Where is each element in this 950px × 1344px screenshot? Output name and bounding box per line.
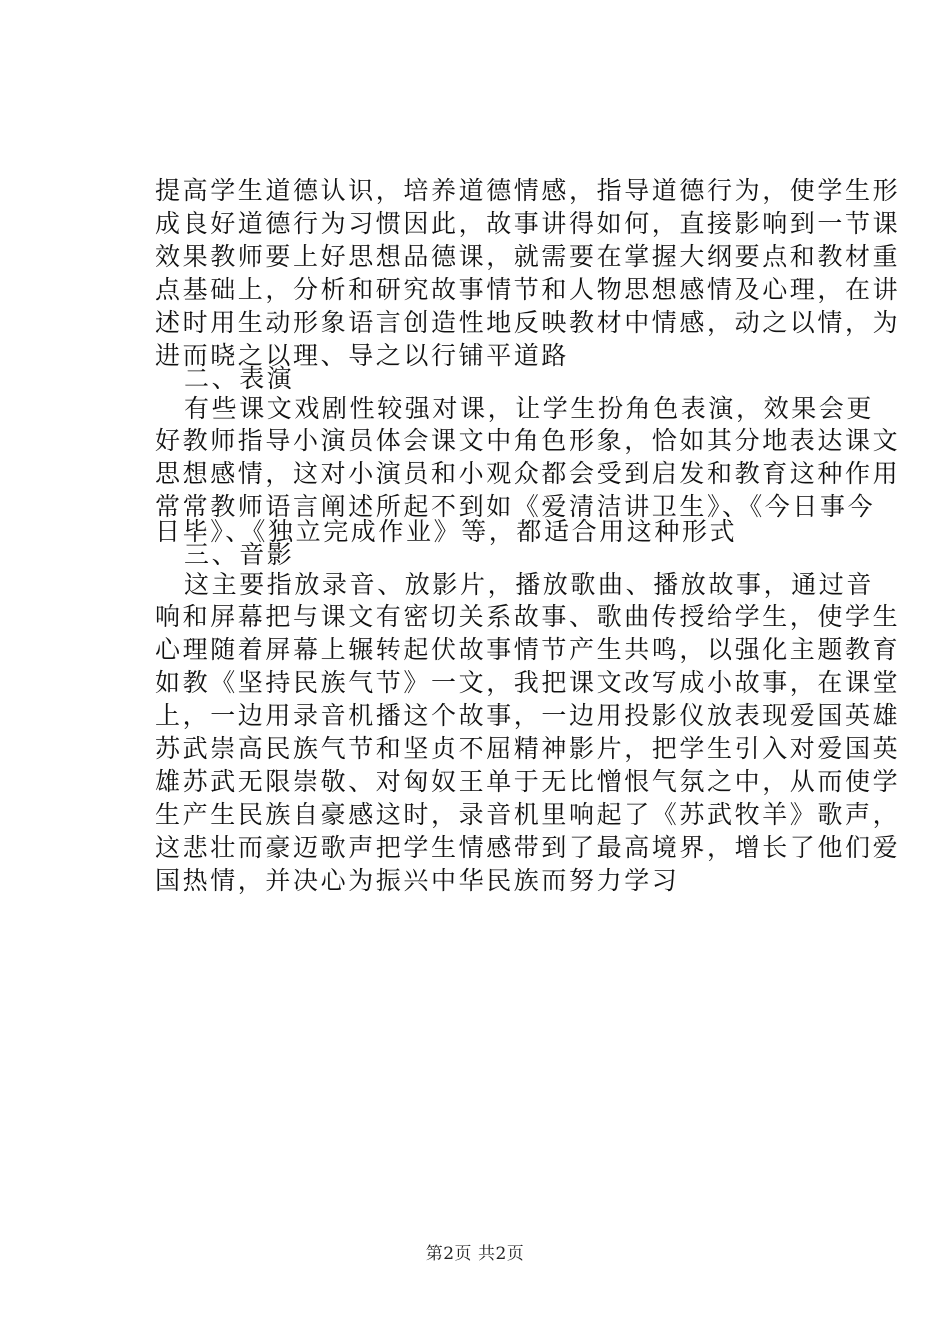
section-heading-performance: 二、表演: [184, 364, 295, 393]
paragraph-line: 思想感情，这对小演员和小观众都会受到启发和教育这种作用: [155, 459, 901, 488]
paragraph-line: 生产生民族自豪感这时，录音机里响起了《苏武牧羊》歌声，: [155, 800, 901, 829]
paragraph-line: 这悲壮而豪迈歌声把学生情感带到了最高境界，增长了他们爱: [155, 833, 901, 862]
paragraph-line: 上，一边用录音机播这个故事，一边用投影仪放表现爱国英雄: [155, 701, 901, 730]
paragraph-line: 心理随着屏幕上辗转起伏故事情节产生共鸣，以强化主题教育: [155, 635, 901, 664]
page-number-footer: 第2页 共2页: [425, 1244, 525, 1264]
paragraph-line: 如教《坚持民族气节》一文，我把课文改写成小故事，在课堂: [155, 668, 901, 697]
paragraph-line: 有些课文戏剧性较强对课，让学生扮角色表演，效果会更: [184, 394, 875, 423]
paragraph-line: 成良好道德行为习惯因此，故事讲得如何，直接影响到一节课: [155, 209, 901, 238]
paragraph-line: 苏武崇高民族气节和坚贞不屈精神影片，把学生引入对爱国英: [155, 734, 901, 763]
paragraph-line: 好教师指导小演员体会课文中角色形象，恰如其分地表达课文: [155, 426, 901, 455]
paragraph-line: 国热情，并决心为振兴中华民族而努力学习: [155, 866, 680, 895]
paragraph-line: 响和屏幕把与课文有密切关系故事、歌曲传授给学生，使学生: [155, 602, 901, 631]
paragraph-line: 述时用生动形象语言创造性地反映教材中情感，动之以情，为: [155, 308, 901, 337]
paragraph-line: 进而晓之以理、导之以行铺平道路: [155, 341, 570, 370]
paragraph-line: 常常教师语言阐述所起不到如《爱清洁讲卫生》、《今日事今: [155, 492, 876, 521]
paragraph-line: 效果教师要上好思想品德课，就需要在掌握大纲要点和教材重: [155, 242, 901, 271]
paragraph-line: 雄苏武无限崇敬、对匈奴王单于无比憎恨气氛之中，从而使学: [155, 767, 901, 796]
paragraph-line: 这主要指放录音、放影片，播放歌曲、播放故事，通过音: [184, 570, 875, 599]
paragraph-line: 提高学生道德认识，培养道德情感，指导道德行为，使学生形: [155, 176, 901, 205]
paragraph-line: 点基础上，分析和研究故事情节和人物思想感情及心理，在讲: [155, 275, 901, 304]
section-heading-audio-visual: 三、音影: [184, 540, 295, 569]
paragraph-line: 日毕》、《独立完成作业》等，都适合用这种形式: [155, 517, 738, 546]
